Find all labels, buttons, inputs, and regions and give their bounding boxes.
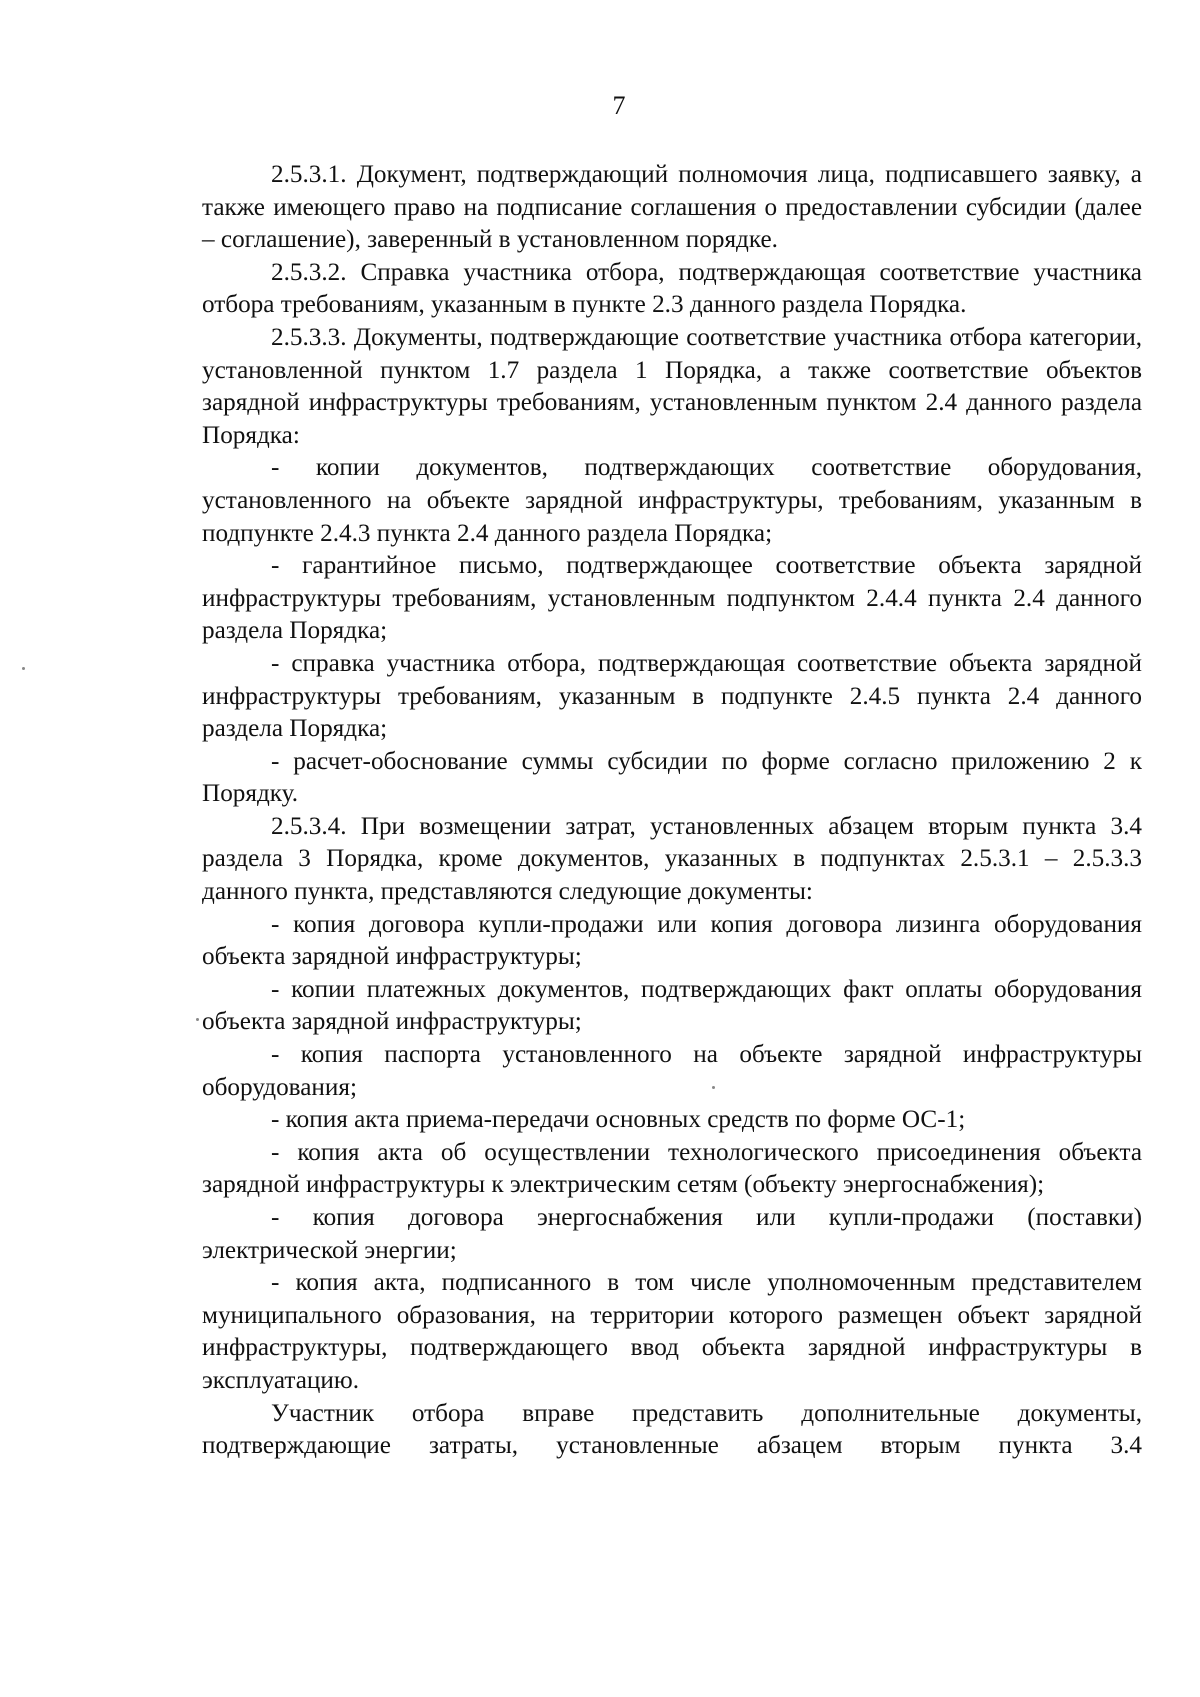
list-item-equipment-passport: - копия паспорта установленного на объекте зарядной инфраструктуры оборудования;: [202, 1041, 1142, 1101]
list-item-purchase-contract: - копия договора купли-продажи или копия договора лизинга оборудования объекта зарядной инфраструктуры;: [202, 910, 1142, 971]
list-item-os1-act: - копия акта приема-передачи основных средств по форме ОС-1;: [271, 1106, 966, 1134]
list-item-payment-documents: - копии платежных документов, подтверждающих факт оплаты оборудования объекта зарядной инфраструктуры;: [202, 975, 1142, 1036]
scan-speck: [196, 1018, 199, 1021]
scan-speck: [712, 1086, 715, 1089]
paragraph-2-5-3-3: 2.5.3.3. Документы, подтверждающие соответствие участника отбора категории, установленной пунктом 1.7 раздела 1 Порядка, а также соответствие объектов зарядной инфраструктуры требованиям, установленным пунктом 2.4 данного раздела Порядка:: [202, 323, 1142, 449]
paragraph-additional-documents: Участник отбора вправе представить дополнительные документы, подтверждающие затраты, установленные абзацем вторым пункта 3.4: [202, 1399, 1142, 1460]
paragraph-2-5-3-1: 2.5.3.1. Документ, подтверждающий полномочия лица, подписавшего заявку, а также имеющего право на подписание соглашения о предоставлении субсидии (далее – соглашение), заверенный в установленном порядке.: [202, 161, 1142, 254]
paragraph-2-5-3-4: 2.5.3.4. При возмещении затрат, установленных абзацем вторым пункта 3.4 раздела 3 Порядка, кроме документов, указанных в подпунктах 2.5.3.1 – 2.5.3.3 данного пункта, представляются следующие документы:: [202, 812, 1142, 906]
list-item-energy-contract: - копия договора энергоснабжения или купли-продажи (поставки) электрической энергии;: [202, 1204, 1142, 1264]
page-number: 7: [612, 91, 626, 120]
list-item-subsidy-calculation: - расчет-обоснование суммы субсидии по форме согласно приложению 2 к Порядку.: [202, 747, 1142, 808]
list-item-participant-certificate: - справка участника отбора, подтверждающая соответствие объекта зарядной инфраструктуры требованиям, указанным в подпункте 2.4.5 пункта 2.4 данного раздела Порядка;: [202, 649, 1142, 743]
list-item-commissioning-act: - копия акта, подписанного в том числе уполномоченным представителем муниципального образования, на территории которого размещен объект зарядной инфраструктуры, подтверждающего ввод объекта зарядной инфраструктуры в эксплуатацию.: [202, 1269, 1142, 1394]
scan-speck: [22, 667, 25, 670]
list-item-equipment-copies: - копии документов, подтверждающих соответствие оборудования, установленного на объекте зарядной инфраструктуры, требованиям, указанным в подпункте 2.4.3 пункта 2.4 данного раздела Порядка;: [202, 454, 1142, 547]
list-item-guarantee-letter: - гарантийное письмо, подтверждающее соответствие объекта зарядной инфраструктуры требованиям, установленным подпунктом 2.4.4 пункта 2.4 данного раздела Порядка;: [202, 552, 1142, 645]
list-item-connection-act: - копия акта об осуществлении технологического присоединения объекта зарядной инфраструктуры к электрическим сетям (объекту энергоснабжения);: [202, 1138, 1142, 1199]
paragraph-2-5-3-2: 2.5.3.2. Справка участника отбора, подтверждающая соответствие участника отбора требованиям, указанным в пункте 2.3 данного раздела Порядка.: [202, 258, 1142, 319]
document-body: [202, 159, 1142, 1463]
